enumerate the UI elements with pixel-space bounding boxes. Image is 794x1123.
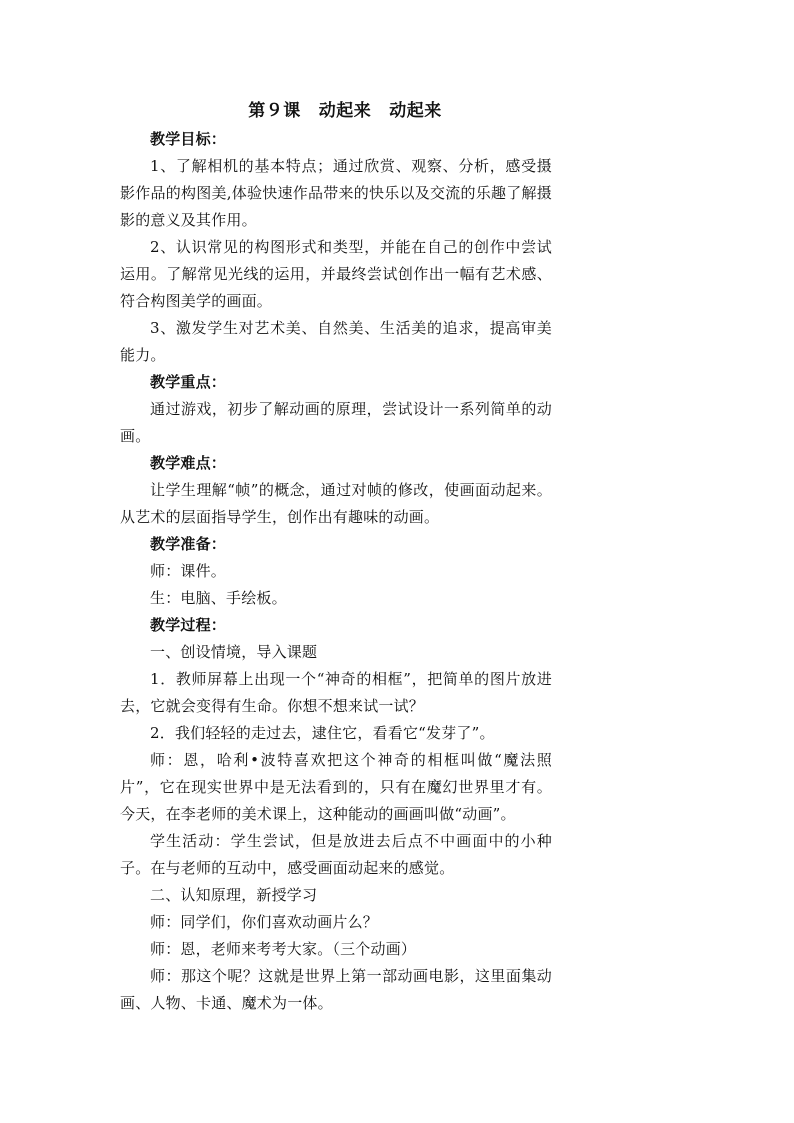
section-heading-process: 教学过程： [150, 616, 227, 634]
teacher-dialogue-2: 师：同学们，你们喜欢动画片么？ [150, 913, 379, 931]
lesson-title [138, 96, 552, 126]
preparation-teacher: 师：课件。 [150, 562, 227, 580]
objective-2: 2、认识常见的构图形式和类型，并能在自己的创作中尝试运用。了解常见光线的运用，并最终尝试创作出一幅有艺术感、符合构图美学的画面。 [120, 238, 552, 310]
key-points-text: 通过游戏，初步了解动画的原理，尝试设计一系列简单的动画。 [120, 400, 552, 445]
section-heading-difficulties: 教学难点： [150, 454, 227, 472]
teacher-dialogue-4: 师：那这个呢？这就是世界上第一部动画电影，这里面集动画、人物、卡通、魔术为一体。 [120, 967, 552, 1012]
teacher-dialogue-3: 师：恩，老师来考考大家。（三个动画） [150, 940, 417, 958]
section-heading-objectives: 教学目标： [150, 130, 227, 148]
difficulties-text: 让学生理解“帧”的概念，通过对帧的修改，使画面动起来。从艺术的层面指导学生，创作出有趣味的动画。 [120, 481, 552, 526]
lesson-name-1: 动起来 [318, 101, 372, 121]
process-step-2: 2．我们轻轻的走过去，逮住它，看看它“发芽了”。 [150, 724, 495, 742]
process-step-1: 1．教师屏幕上出现一个“神奇的相框”，把简单的图片放进去，它就会变得有生命。你想不想来试一试？ [120, 670, 552, 715]
process-part-2-title: 二、认知原理，新授学习 [150, 886, 318, 904]
preparation-student: 生：电脑、手绘板。 [150, 589, 287, 607]
objective-3: 3、激发学生对艺术美、自然美、生活美的追求，提高审美能力。 [120, 319, 552, 364]
section-heading-preparation: 教学准备： [150, 535, 227, 553]
process-part-1-title: 一、创设情境，导入课题 [150, 643, 318, 661]
teacher-dialogue-1: 师：恩，哈利•波特喜欢把这个神奇的相框叫做“魔法照片”，它在现实世界中是无法看到的，只有在魔幻世界里才有。今天，在李老师的美术课上，这种能动的画画叫做“动画”。 [120, 751, 552, 823]
section-heading-key-points: 教学重点： [150, 373, 227, 391]
document-page [120, 96, 552, 1017]
lesson-number: 第９课 [248, 101, 301, 121]
objective-1: 1、了解相机的基本特点；通过欣赏、观察、分析，感受摄影作品的构图美,体验快速作品带来的快乐以及交流的乐趣了解摄影的意义及其作用。 [120, 157, 552, 229]
lesson-name-2: 动起来 [389, 101, 442, 121]
student-activity: 学生活动：学生尝试，但是放进去后点不中画面中的小种子。在与老师的互动中，感受画面动起来的感觉。 [120, 832, 552, 877]
